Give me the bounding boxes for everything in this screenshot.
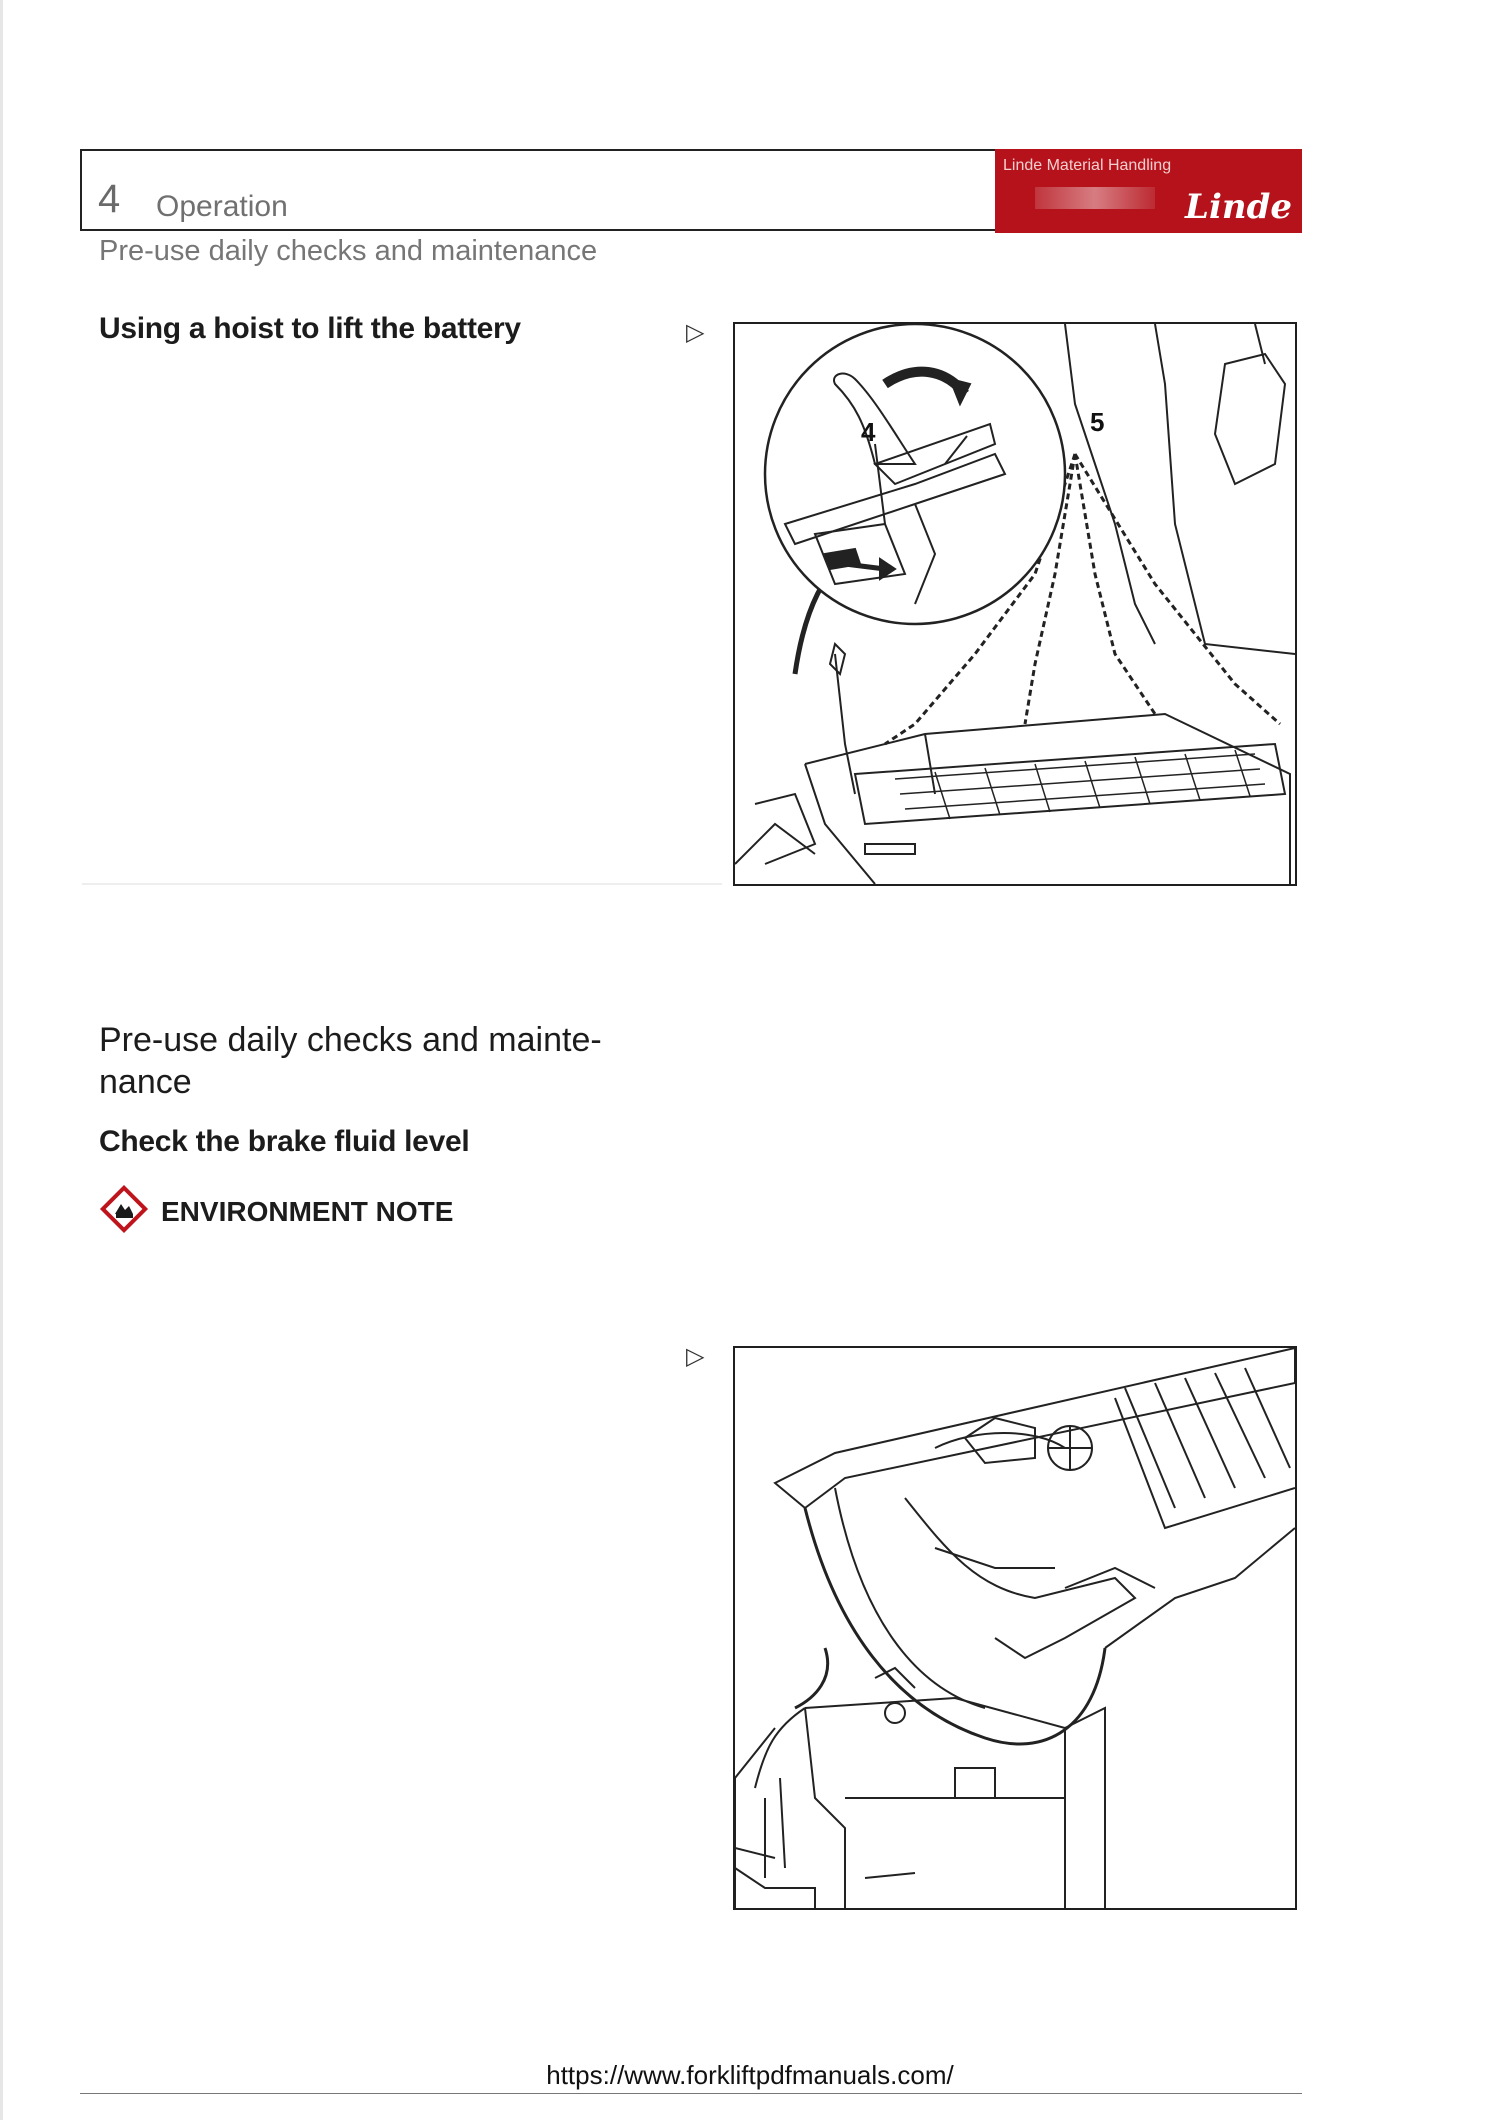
figure-pointer-icon: ▷ xyxy=(686,319,705,346)
chapter-header xyxy=(80,149,1302,231)
brand-subtitle: Linde Material Handling xyxy=(1003,157,1172,174)
footer-rule xyxy=(80,2093,1302,2094)
brand-logo-block xyxy=(995,149,1302,233)
heading-preuse-line2: nance xyxy=(99,1063,192,1101)
environment-note-label: ENVIRONMENT NOTE xyxy=(161,1196,454,1227)
chapter-number: 4 xyxy=(98,177,121,221)
heading-preuse-line1: Pre-use daily checks and mainte- xyxy=(99,1021,602,1059)
figure-label-4: 4 xyxy=(861,417,876,447)
heading-hoist: Using a hoist to lift the battery xyxy=(99,312,521,345)
chapter-title: Operation xyxy=(156,190,288,223)
open-cabin-illustration xyxy=(735,1348,1295,1908)
section-subtitle: Pre-use daily checks and maintenance xyxy=(99,235,598,267)
environment-note-icon xyxy=(99,1184,149,1234)
figure-pointer-icon-2: ▷ xyxy=(686,1343,705,1370)
battery-hoist-illustration xyxy=(735,324,1295,884)
heading-preuse-checks xyxy=(99,1019,659,1103)
brand-logo: Linde xyxy=(1185,187,1292,227)
footer-url[interactable]: https://www.forkliftpdfmanuals.com/ xyxy=(546,2060,954,2090)
figure-brake-fluid xyxy=(733,1346,1297,1910)
figure-battery-hoist xyxy=(733,322,1297,886)
brand-graphic xyxy=(1035,187,1155,209)
figure-label-5: 5 xyxy=(1090,407,1105,437)
divider xyxy=(82,883,722,885)
heading-brake-fluid: Check the brake fluid level xyxy=(99,1125,470,1158)
page-edge xyxy=(0,0,3,2120)
